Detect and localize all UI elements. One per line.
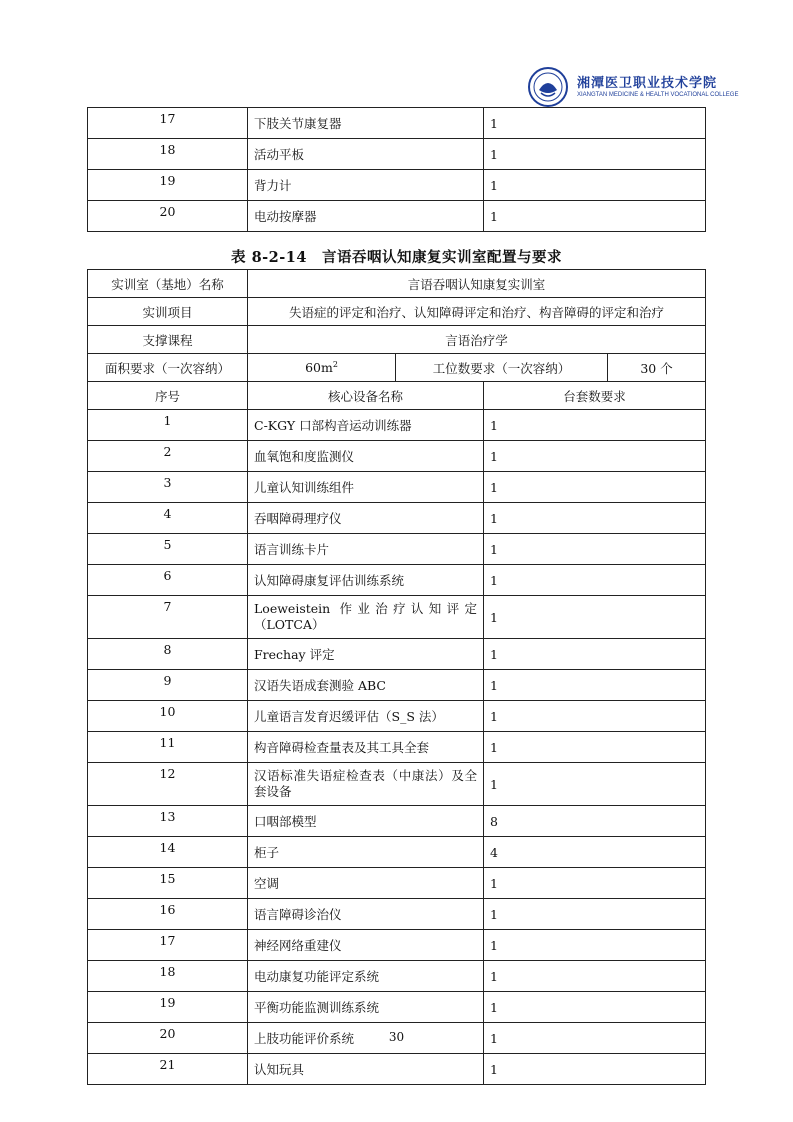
speech-swallow-cognition-lab-table bbox=[87, 269, 706, 1085]
column-header-row bbox=[88, 382, 706, 410]
table-row bbox=[88, 596, 706, 639]
row-number: 2 bbox=[88, 441, 248, 472]
course-label: 支撑课程 bbox=[88, 326, 248, 354]
equipment-qty: 1 bbox=[484, 534, 706, 565]
equipment-qty: 1 bbox=[484, 410, 706, 441]
equipment-qty: 1 bbox=[484, 961, 706, 992]
row-number: 16 bbox=[88, 899, 248, 930]
school-name-en: XIANGTAN MEDICINE & HEALTH VOCATIONAL COLLEGE bbox=[577, 92, 739, 98]
row-number: 3 bbox=[88, 472, 248, 503]
equipment-qty: 1 bbox=[484, 701, 706, 732]
table-row bbox=[88, 1054, 706, 1085]
row-number: 6 bbox=[88, 565, 248, 596]
table-row bbox=[88, 701, 706, 732]
row-number: 19 bbox=[88, 992, 248, 1023]
table-row bbox=[88, 763, 706, 806]
equipment-name: 空调 bbox=[248, 868, 484, 899]
equipment-name: 认知障碍康复评估训练系统 bbox=[248, 565, 484, 596]
row-number: 19 bbox=[88, 170, 248, 201]
college-logo bbox=[527, 66, 739, 110]
equipment-qty: 1 bbox=[484, 108, 706, 139]
table-row bbox=[88, 108, 706, 139]
row-number: 5 bbox=[88, 534, 248, 565]
row-number: 20 bbox=[88, 1023, 248, 1054]
equipment-qty: 8 bbox=[484, 806, 706, 837]
page-number: 30 bbox=[388, 1030, 405, 1044]
table-row bbox=[88, 472, 706, 503]
room-value: 言语吞咽认知康复实训室 bbox=[248, 270, 706, 298]
table-row bbox=[88, 732, 706, 763]
college-emblem-icon bbox=[527, 66, 569, 108]
equipment-name: 汉语失语成套测验 ABC bbox=[248, 670, 484, 701]
row-number: 17 bbox=[88, 930, 248, 961]
table-row bbox=[88, 806, 706, 837]
table-row bbox=[88, 139, 706, 170]
equipment-name: 血氧饱和度监测仪 bbox=[248, 441, 484, 472]
equipment-name: 背力计 bbox=[248, 170, 484, 201]
row-number: 14 bbox=[88, 837, 248, 868]
row-number: 18 bbox=[88, 961, 248, 992]
equipment-name: 语言训练卡片 bbox=[248, 534, 484, 565]
equipment-name: 上肢功能评价系统 bbox=[248, 1023, 484, 1054]
equipment-name: 神经网络重建仪 bbox=[248, 930, 484, 961]
equipment-name: 吞咽障碍理疗仪 bbox=[248, 503, 484, 534]
equipment-name: 平衡功能监测训练系统 bbox=[248, 992, 484, 1023]
equipment-table-continued bbox=[87, 107, 706, 232]
equipment-name: 电动康复功能评定系统 bbox=[248, 961, 484, 992]
equipment-qty: 1 bbox=[484, 639, 706, 670]
project-row bbox=[88, 298, 706, 326]
table-row bbox=[88, 899, 706, 930]
equipment-qty: 1 bbox=[484, 868, 706, 899]
row-number: 9 bbox=[88, 670, 248, 701]
equipment-name: 构音障碍检查量表及其工具全套 bbox=[248, 732, 484, 763]
equipment-name: 语言障碍诊治仪 bbox=[248, 899, 484, 930]
equipment-name: 活动平板 bbox=[248, 139, 484, 170]
row-number: 17 bbox=[88, 108, 248, 139]
table-row bbox=[88, 201, 706, 232]
table-row bbox=[88, 410, 706, 441]
table-row bbox=[88, 992, 706, 1023]
equipment-qty: 1 bbox=[484, 670, 706, 701]
col-header-qty: 台套数要求 bbox=[484, 382, 706, 410]
project-value: 失语症的评定和治疗、认知障碍评定和治疗、构音障碍的评定和治疗 bbox=[248, 298, 706, 326]
table-row bbox=[88, 837, 706, 868]
equipment-qty: 1 bbox=[484, 596, 706, 639]
equipment-name: 口咽部模型 bbox=[248, 806, 484, 837]
equipment-qty: 1 bbox=[484, 565, 706, 596]
table-row bbox=[88, 170, 706, 201]
equipment-name: 电动按摩器 bbox=[248, 201, 484, 232]
equipment-name: 汉语标准失语症检查表（中康法）及全套设备 bbox=[248, 763, 484, 806]
equipment-name: 认知玩具 bbox=[248, 1054, 484, 1085]
equipment-qty: 1 bbox=[484, 1023, 706, 1054]
table-row bbox=[88, 503, 706, 534]
table-row bbox=[88, 868, 706, 899]
table-caption: 表 8-2-14 言语吞咽认知康复实训室配置与要求 bbox=[231, 249, 562, 266]
equipment-qty: 1 bbox=[484, 992, 706, 1023]
equipment-qty: 1 bbox=[484, 139, 706, 170]
equipment-name: 柜子 bbox=[248, 837, 484, 868]
station-value: 30 个 bbox=[608, 354, 706, 382]
equipment-qty: 1 bbox=[484, 899, 706, 930]
row-number: 11 bbox=[88, 732, 248, 763]
area-value bbox=[248, 354, 396, 382]
equipment-name: 儿童语言发育迟缓评估（S_S 法） bbox=[248, 701, 484, 732]
equipment-qty: 1 bbox=[484, 472, 706, 503]
row-number: 10 bbox=[88, 701, 248, 732]
table-row bbox=[88, 961, 706, 992]
equipment-name: C-KGY 口部构音运动训练器 bbox=[248, 410, 484, 441]
area-row bbox=[88, 354, 706, 382]
row-number: 12 bbox=[88, 763, 248, 806]
station-label: 工位数要求（一次容纳） bbox=[396, 354, 608, 382]
room-name-row bbox=[88, 270, 706, 298]
col-header-name: 核心设备名称 bbox=[248, 382, 484, 410]
equipment-qty: 1 bbox=[484, 732, 706, 763]
equipment-qty: 1 bbox=[484, 503, 706, 534]
room-label: 实训室（基地）名称 bbox=[88, 270, 248, 298]
school-name: 湘潭医卫职业技术学院 bbox=[577, 76, 718, 91]
table-row bbox=[88, 670, 706, 701]
row-number: 20 bbox=[88, 201, 248, 232]
equipment-qty: 1 bbox=[484, 763, 706, 806]
equipment-name: 下肢关节康复器 bbox=[248, 108, 484, 139]
course-value: 言语治疗学 bbox=[248, 326, 706, 354]
table-row bbox=[88, 639, 706, 670]
equipment-qty: 4 bbox=[484, 837, 706, 868]
table-row bbox=[88, 441, 706, 472]
equipment-qty: 1 bbox=[484, 170, 706, 201]
row-number: 15 bbox=[88, 868, 248, 899]
col-header-no: 序号 bbox=[88, 382, 248, 410]
equipment-name: Loeweistein 作业治疗认知评定（LOTCA） bbox=[248, 596, 484, 639]
row-number: 13 bbox=[88, 806, 248, 837]
row-number: 1 bbox=[88, 410, 248, 441]
row-number: 8 bbox=[88, 639, 248, 670]
equipment-name: 儿童认知训练组件 bbox=[248, 472, 484, 503]
table-row bbox=[88, 930, 706, 961]
area-number: 60m bbox=[305, 360, 333, 376]
project-label: 实训项目 bbox=[88, 298, 248, 326]
course-row bbox=[88, 326, 706, 354]
equipment-qty: 1 bbox=[484, 930, 706, 961]
row-number: 7 bbox=[88, 596, 248, 639]
area-label: 面积要求（一次容纳） bbox=[88, 354, 248, 382]
row-number: 18 bbox=[88, 139, 248, 170]
equipment-qty: 1 bbox=[484, 441, 706, 472]
table-row bbox=[88, 565, 706, 596]
equipment-qty: 1 bbox=[484, 1054, 706, 1085]
equipment-name: Frechay 评定 bbox=[248, 639, 484, 670]
area-unit-superscript: 2 bbox=[332, 359, 338, 369]
row-number: 21 bbox=[88, 1054, 248, 1085]
equipment-qty: 1 bbox=[484, 201, 706, 232]
row-number: 4 bbox=[88, 503, 248, 534]
table-row bbox=[88, 534, 706, 565]
